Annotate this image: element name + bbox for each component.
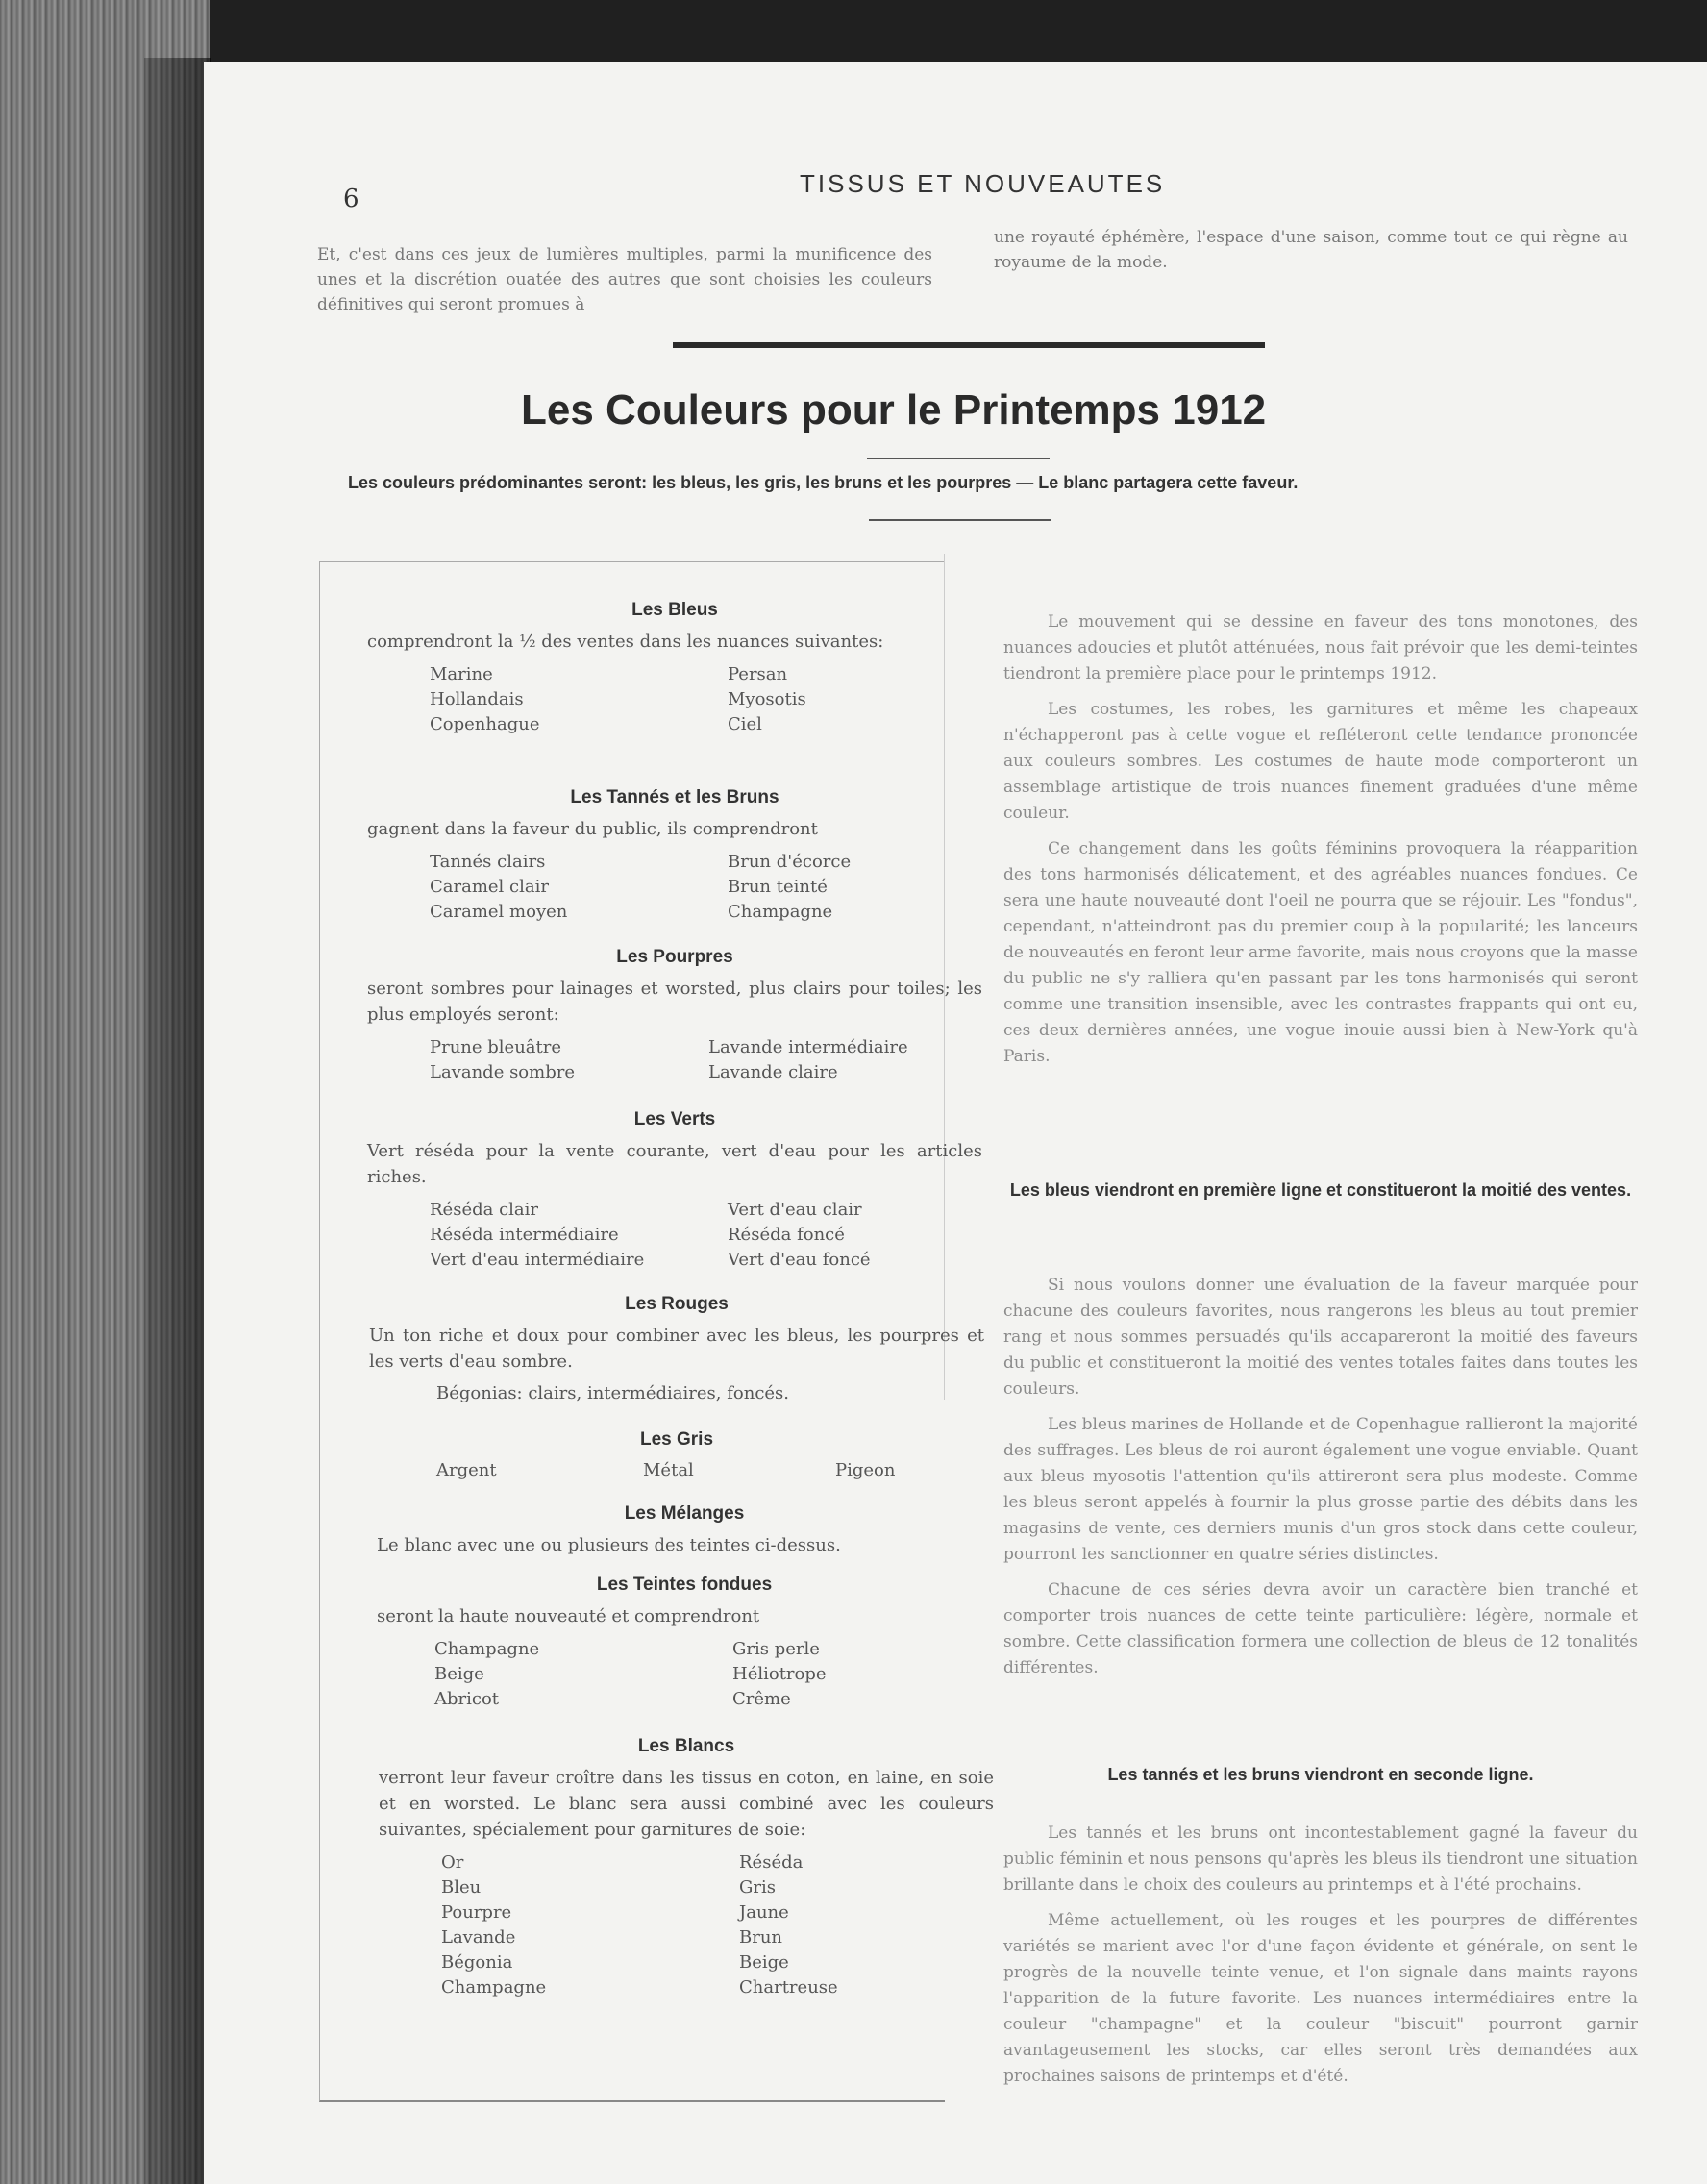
shade-item: Brun — [739, 1927, 783, 1948]
section-heading: Les Mélanges — [624, 1503, 745, 1524]
shade-item: Argent — [436, 1460, 497, 1480]
shade-item: Pourpre — [441, 1902, 512, 1923]
shade-item: Lavande sombre — [430, 1062, 575, 1082]
section-text: Le blanc avec une ou plusieurs des teintes ci-dessus. — [377, 1535, 841, 1555]
section-text: seront sombres pour lainages et worsted, plus clairs pour toiles; les plus employés seront: — [367, 979, 982, 1025]
shade-item: Beige — [434, 1664, 484, 1684]
body-paragraph: Si nous voulons donner une évaluation de la faveur marquée pour chacune des couleurs favorites, nous rangerons les bleus au tout premier rang et nous sommes persuadés qu'ils accapareront la moitié des faveurs du public et constitueront la moitié des ventes totales faites dans toutes les couleurs. — [1003, 1276, 1638, 1399]
shade-item: Réséda foncé — [728, 1225, 845, 1245]
title-rule — [673, 342, 1265, 348]
article-subtitle: Les couleurs prédominantes seront: les bleus, les gris, les bruns et les pourpres — Le blanc partagera cette faveur. — [348, 473, 1299, 492]
shade-columns — [441, 1850, 994, 2000]
shade-item: Métal — [643, 1460, 694, 1480]
section-pourpres — [367, 947, 982, 1085]
section-bleus — [367, 600, 982, 737]
subheading-bleus: Les bleus viendront en première ligne et constitueront la moitié des ventes. — [1009, 1180, 1632, 1200]
intro-left-paragraph: Et, c'est dans ces jeux de lumières multiples, parmi la munificence des unes et la discrétion ouatée des autres que sont choisies les couleurs définitives qui seront promues à — [317, 245, 932, 314]
shade-columns — [430, 1198, 982, 1273]
section-heading: Les Verts — [633, 1109, 716, 1129]
intro-right-paragraph: une royauté éphémère, l'espace d'une saison, comme tout ce qui règne au royaume de la mode. — [994, 228, 1628, 272]
section-text: verront leur faveur croître dans les tissus en coton, en laine, en soie et en worsted. Le blanc sera aussi combiné avec les couleurs suivantes, spécialement pour garnitures de soie: — [379, 1768, 994, 1840]
shade-item: Réséda clair — [430, 1200, 539, 1220]
shade-item: Réséda intermédiaire — [430, 1225, 619, 1245]
shade-item: Bégonia — [441, 1952, 513, 1973]
shade-item: Myosotis — [728, 689, 806, 709]
section-text: seront la haute nouveauté et comprendront — [377, 1606, 760, 1626]
shade-item: Vert d'eau foncé — [728, 1250, 871, 1270]
shade-item: Abricot — [434, 1689, 500, 1709]
shade-item: Tannés clairs — [430, 852, 546, 872]
shade-item: Brun d'écorce — [728, 852, 852, 872]
shade-item: Crême — [732, 1689, 791, 1709]
shade-columns — [430, 850, 982, 925]
section-text: Vert réséda pour la vente courante, vert d'eau pour les articles riches. — [367, 1141, 982, 1187]
shade-item: Or — [441, 1852, 464, 1873]
section-text: gagnent dans la faveur du public, ils comprendront — [367, 819, 818, 839]
shade-item: Bleu — [441, 1877, 482, 1898]
section-heading: Les Bleus — [631, 600, 718, 620]
body-paragraph: Chacune de ces séries devra avoir un caractère bien tranché et comporter trois nuances de cette teinte particulière: légère, normale et sombre. Cette classification formera une collection de bleus de 12 tonalités différentes. — [1003, 1580, 1638, 1677]
section-text: comprendront la ½ des ventes dans les nuances suivantes: — [367, 632, 884, 652]
section-verts — [367, 1109, 982, 1273]
scan-background — [0, 0, 1707, 65]
section-heading: Les Blancs — [637, 1736, 735, 1756]
shade-columns — [430, 1035, 982, 1085]
body-paragraph: Les tannés et les bruns ont incontestablement gagné la faveur du public féminin et nous pensons qu'après les bleus ils tiendront une situation brillante dans le choix des couleurs au printemps et à l'été prochains. — [1003, 1824, 1638, 1895]
body-paragraph: Les bleus marines de Hollande et de Copenhague rallieront la majorité des suffrages. Les bleus de roi auront également une vogue enviable. Quant aux bleus myosotis l'attention qu'ils attireront sera plus modeste. Comme les bleus seront appelés à fournir la plus grosse partie des débits dans les magasins de vente, ces derniers munis d'un gros stock dans cette couleur, pourront les sanctionner en quatre séries distinctes. — [1003, 1415, 1638, 1564]
shade-item: Lavande intermédiaire — [708, 1037, 908, 1057]
shade-item: Gris perle — [732, 1639, 820, 1659]
section-rouges — [369, 1294, 984, 1406]
shade-item: Brun teinté — [728, 877, 828, 897]
article-title: Les Couleurs pour le Printemps 1912 — [521, 386, 1267, 434]
shade-item: Champagne — [728, 902, 833, 922]
shade-item: Champagne — [441, 1977, 547, 1998]
shade-item: Lavande claire — [708, 1062, 838, 1082]
section-heading: Les Teintes fondues — [596, 1575, 773, 1595]
title-underline — [867, 458, 1050, 459]
shade-item: Copenhague — [430, 714, 540, 734]
subtitle-underline — [869, 519, 1051, 521]
section-gris — [369, 1429, 984, 1483]
body-paragraph: Le mouvement qui se dessine en faveur des tons monotones, des nuances adoucies et plutôt atténuées, nous fait prévoir que les demi-teintes tiendront la première place pour le printemps 1912. — [1003, 612, 1638, 683]
page-number: 6 — [343, 185, 359, 213]
section-text: Un ton riche et doux pour combiner avec les bleus, les pourpres et les verts d'eau sombre. — [369, 1326, 984, 1372]
shade-item: Chartreuse — [739, 1977, 838, 1998]
shade-item: Ciel — [728, 714, 762, 734]
shade-item: Hollandais — [430, 689, 524, 709]
shade-item: Persan — [728, 664, 788, 684]
shade-item: Vert d'eau clair — [728, 1200, 862, 1220]
shade-item: Gris — [739, 1877, 776, 1898]
body-paragraph: Les costumes, les robes, les garnitures et même les chapeaux n'échapperont pas à cette vogue et refléteront cette tendance prononcée aux couleurs sombres. Les costumes de haute mode comporteront un assemblage artistique de trois nuances finement graduées d'une même couleur. — [1003, 700, 1638, 823]
shade-item: Prune bleuâtre — [430, 1037, 562, 1057]
shade-columns — [436, 1458, 984, 1483]
page-edge-shadow — [144, 58, 211, 2184]
section-teintes-fondues — [377, 1575, 992, 1712]
body-paragraph: Même actuellement, où les rouges et les pourpres de différentes variétés se marient avec l'or d'une façon évidente et générale, on sent le progrès de la nouvelle teinte venue, et l'on signale dans maints rayons l'apparition de la future favorite. Les nuances intermédiaires entre la couleur "champagne" et la couleur "biscuit" pourront garnir avantageusement les stocks, car elles seront très demandées aux prochaines saisons de printemps et d'été. — [1003, 1911, 1638, 2086]
shade-item: Caramel moyen — [430, 902, 568, 922]
right-column-top — [1003, 609, 1638, 1080]
section-blancs — [379, 1736, 994, 2000]
begonias-line: Bégonias: clairs, intermédiaires, foncés. — [436, 1383, 790, 1403]
section-heading: Les Pourpres — [616, 947, 733, 967]
shade-item: Héliotrope — [732, 1664, 827, 1684]
right-column-middle — [1003, 1273, 1638, 1691]
shade-item: Pigeon — [835, 1460, 896, 1480]
section-heading: Les Rouges — [625, 1294, 729, 1314]
shade-item: Jaune — [739, 1902, 789, 1923]
shade-item: Marine — [430, 664, 493, 684]
shade-item: Vert d'eau intermédiaire — [430, 1250, 645, 1270]
shade-item: Champagne — [434, 1639, 540, 1659]
shade-item: Beige — [739, 1952, 789, 1973]
right-column-bottom — [1003, 1821, 1638, 2099]
section-heading: Les Tannés et les Bruns — [570, 787, 779, 807]
shade-item: Lavande — [441, 1927, 516, 1948]
section-heading: Les Gris — [639, 1429, 714, 1450]
shade-columns — [434, 1637, 992, 1712]
section-melanges — [377, 1503, 992, 1558]
running-header: TISSUS ET NOUVEAUTES — [800, 169, 1166, 198]
body-paragraph: Ce changement dans les goûts féminins provoquera la réapparition des tons harmonisés délicatement, et des agréables nuances fondues. Ce sera une haute nouveauté dont l'oeil ne pourra que se réjouir. Les "fondus", cependant, n'atteindront pas du premier coup à la popularité; les lanceurs de nouveautés en feront leur arme favorite, mais nous croyons que la masse du public ne s'y ralliera qu'en passant par les tons harmonisés qui seront comme une transition insensible, avec les contrastes frappants qui ont eu, ces deux dernières années, une vogue inouie aussi bien à New-York qu'à Paris. — [1003, 839, 1638, 1066]
document-page — [204, 62, 1707, 2184]
shade-item: Caramel clair — [430, 877, 549, 897]
section-tannes — [367, 787, 982, 925]
shade-columns — [430, 662, 982, 737]
shade-item: Réséda — [739, 1852, 804, 1873]
subheading-tannes: Les tannés et les bruns viendront en seconde ligne. — [1107, 1765, 1534, 1784]
